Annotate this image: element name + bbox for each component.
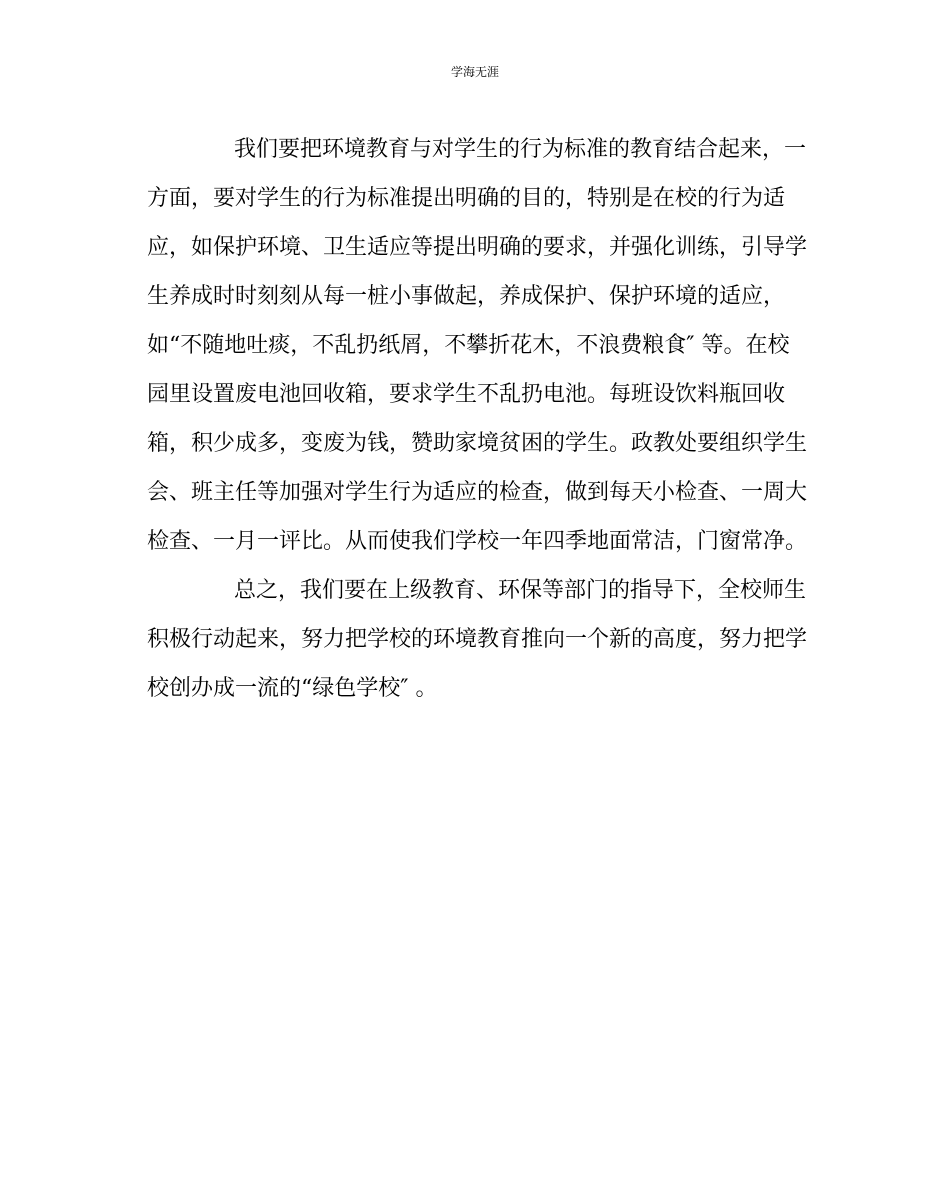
paragraph-line: 箱，积少成多，变废为钱，赞助家境贫困的学生。政教处要组织学生 [147,431,808,456]
paragraph-line: 校创办成一流的“绿色学校″ 。 [147,676,438,701]
page-header: 学海无涯 [450,65,499,79]
paragraph-line: 生养成时时刻刻从每一桩小事做起，养成保护、保护环境的适应， [147,284,786,309]
document-body [147,125,808,713]
paragraph-line: 如“不随地吐痰，不乱扔纸屑，不攀折花木，不浪费粮食″ 等。在校 [147,333,790,358]
paragraph-2 [147,566,808,713]
paragraph-line: 我们要把环境教育与对学生的行为标准的教育结合起来，一 [234,137,807,162]
paragraph-line: 总之，我们要在上级教育、环保等部门的指导下，全校师生 [234,578,807,603]
paragraph-line: 积极行动起来，努力把学校的环境教育推向一个新的高度，努力把学 [147,627,808,652]
paragraph-line: 园里设置废电池回收箱，要求学生不乱扔电池。每班设饮料瓶回收 [147,382,786,407]
paragraph-line: 应，如保护环境、卫生适应等提出明确的要求，并强化训练，引导学 [147,235,808,260]
paragraph-1 [147,125,808,566]
paragraph-line: 检查、一月一评比。从而使我们学校一年四季地面常洁，门窗常净。 [147,529,808,554]
paragraph-line: 会、班主任等加强对学生行为适应的检查，做到每天小检查、一周大 [147,480,808,505]
paragraph-line: 方面，要对学生的行为标准提出明确的目的，特别是在校的行为适 [147,186,786,211]
